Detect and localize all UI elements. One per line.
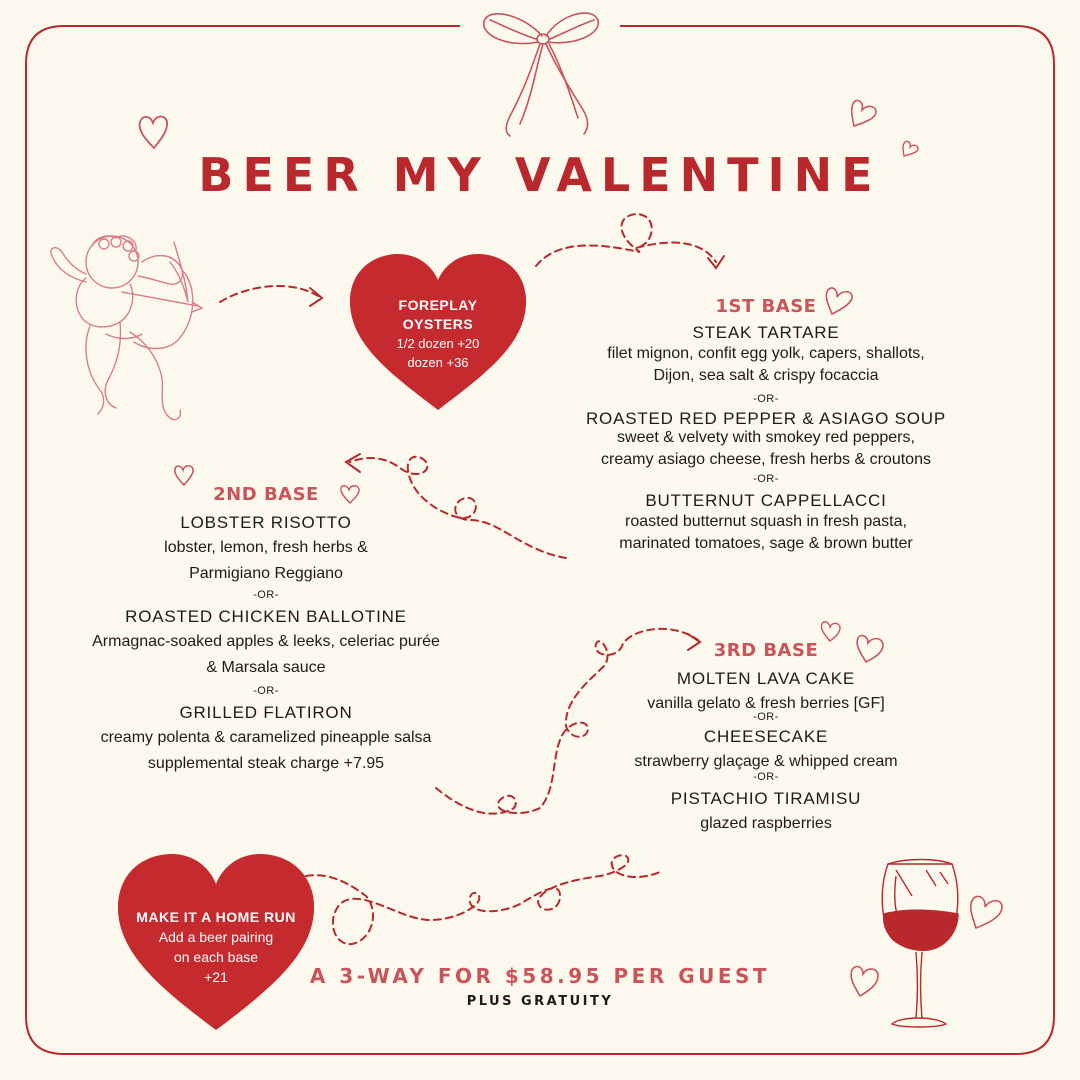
price-line: A 3-WAY FOR $58.95 PER GUEST (309, 964, 771, 988)
dish-description: Dijon, sea salt & crispy focaccia (653, 367, 879, 384)
or-divider: -OR- (753, 711, 779, 723)
cupid-illustration (46, 222, 206, 428)
dish-description: glazed raspberries (700, 815, 832, 832)
dish-description: roasted butternut squash in fresh pasta, (625, 513, 907, 530)
foreplay-heart-text (348, 296, 528, 372)
dish-name: STEAK TARTARE (692, 323, 840, 342)
home-run-title: MAKE IT A HOME RUN (136, 909, 296, 925)
dish-description: creamy polenta & caramelized pineapple salsa (100, 729, 432, 746)
dish-description: Parmigiano Reggiano (189, 565, 343, 582)
dish-name: CHEESECAKE (703, 727, 829, 746)
dish-description: strawberry glaçage & whipped cream (634, 753, 898, 770)
dish-description: marinated tomatoes, sage & brown butter (619, 535, 913, 552)
foreplay-price-half: 1/2 dozen +20 (396, 336, 480, 351)
outline-heart-icon (136, 112, 172, 152)
second-base-heading: 2ND BASE (213, 484, 319, 505)
third-base-section (586, 640, 946, 837)
second-base-section (44, 484, 488, 777)
wine-glass-illustration (876, 856, 966, 1036)
home-run-line1: Add a beer pairing (158, 929, 274, 945)
page-title: BEER MY VALENTINE (198, 148, 882, 202)
home-run-line2: on each base (173, 949, 259, 965)
first-base-section (566, 296, 966, 557)
dish-description: & Marsala sauce (206, 659, 326, 676)
dish-name: MOLTEN LAVA CAKE (676, 669, 856, 688)
or-divider: -OR- (253, 589, 279, 601)
or-divider: -OR- (753, 473, 779, 485)
dish-description: vanilla gelato & fresh berries [GF] (647, 695, 885, 712)
dish-name: LOBSTER RISOTTO (180, 513, 352, 532)
dish-description: filet mignon, confit egg yolk, capers, shallots, (607, 345, 925, 362)
dish-description: lobster, lemon, fresh herbs & (164, 539, 368, 556)
dish-name: BUTTERNUT CAPPELLACCI (645, 491, 887, 510)
home-run-heart-text (116, 908, 316, 987)
dish-name: ROASTED RED PEPPER & ASIAGO SOUP (585, 409, 947, 428)
home-run-price: +21 (204, 969, 228, 985)
dish-description: supplemental steak charge +7.95 (147, 755, 385, 772)
third-base-heading: 3RD BASE (713, 640, 819, 661)
or-divider: -OR- (253, 685, 279, 697)
foreplay-title-line2: OYSTERS (402, 316, 474, 332)
dish-name: PISTACHIO TIRAMISU (670, 789, 862, 808)
dish-name: GRILLED FLATIRON (179, 703, 353, 722)
dish-description: Armagnac-soaked apples & leeks, celeriac purée (92, 633, 440, 650)
dish-name: ROASTED CHICKEN BALLOTINE (125, 607, 407, 626)
first-base-heading: 1ST BASE (715, 296, 817, 317)
bow-icon (470, 6, 610, 146)
foreplay-title-line1: FOREPLAY (398, 297, 478, 313)
foreplay-price-dozen: dozen +36 (407, 355, 469, 370)
gratuity-note: PLUS GRATUITY (466, 994, 614, 1009)
outline-heart-icon (966, 890, 1006, 932)
outline-heart-icon (848, 96, 880, 130)
dish-description: sweet & velvety with smokey red peppers, (617, 429, 915, 446)
dish-description: creamy asiago cheese, fresh herbs & croutons (601, 451, 931, 468)
or-divider: -OR- (753, 771, 779, 783)
or-divider: -OR- (753, 393, 779, 405)
